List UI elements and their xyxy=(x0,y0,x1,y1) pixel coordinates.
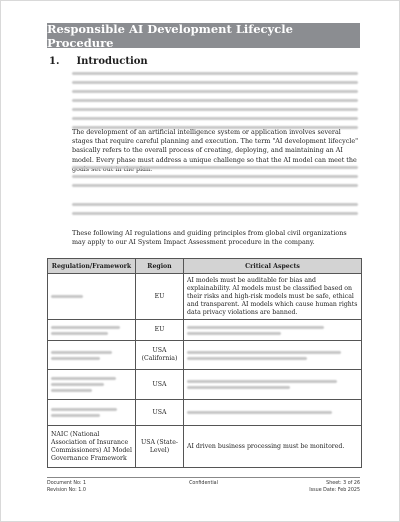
table-row xyxy=(48,426,362,468)
column-header: Regulation/Framework xyxy=(48,259,136,274)
table-row xyxy=(48,370,362,400)
framework-cell xyxy=(48,400,136,426)
region-cell: EU xyxy=(136,274,184,320)
footer-confidential: Confidential xyxy=(189,481,218,486)
column-header: Critical Aspects xyxy=(184,259,362,274)
footer-sheet: Sheet: 3 of 26 xyxy=(326,481,360,486)
blurred-paragraph xyxy=(72,166,358,193)
column-header: Region xyxy=(136,259,184,274)
footer-rev-no: Revision No: 1.0 xyxy=(47,487,86,493)
section-heading xyxy=(49,56,148,67)
region-cell: USA xyxy=(136,400,184,426)
framework-cell xyxy=(48,341,136,370)
section-number: 1. xyxy=(49,56,60,67)
table-row xyxy=(48,400,362,426)
section-title: Introduction xyxy=(76,56,148,67)
region-cell: USA (State-Level) xyxy=(136,426,184,468)
region-cell: EU xyxy=(136,320,184,341)
framework-cell xyxy=(48,320,136,341)
framework-cell xyxy=(48,370,136,400)
aspects-cell xyxy=(184,341,362,370)
blurred-paragraph xyxy=(72,72,358,135)
table-row xyxy=(48,274,362,320)
region-cell: USA xyxy=(136,370,184,400)
aspects-cell: AI driven business processing must be monitored. xyxy=(184,426,362,468)
aspects-cell xyxy=(184,320,362,341)
region-cell: USA (California) xyxy=(136,341,184,370)
regulations-paragraph: These following AI regulations and guiding principles from global civil organizations may apply to our AI System Impact Assessment procedure in the company. xyxy=(72,229,347,247)
table-row xyxy=(48,320,362,341)
framework-cell: NAIC (National Association of Insurance Commissioners) AI Model Governance Framework xyxy=(48,426,136,468)
aspects-cell xyxy=(184,400,362,426)
table-row xyxy=(48,341,362,370)
aspects-cell: AI models must be auditable for bias and explainability. AI models must be classified based on their risks and high-risk models must be safe, ethical and transparent. AI models which cause human rights data privacy violations are banned. xyxy=(184,274,362,320)
intro-paragraph: The development of an artificial intelligence system or application involves several stages that require careful planning and execution. The term "AI development lifecycle" basically refers to the overall process of creating, deploying, and maintaining an AI model. Every phase must address a unique challenge so that the AI model can meet the xyxy=(72,128,359,164)
framework-cell xyxy=(48,274,136,320)
blurred-paragraph xyxy=(72,203,358,221)
regulations-table xyxy=(47,258,362,468)
page-footer xyxy=(47,477,360,494)
table-header-row xyxy=(48,259,362,274)
document-title: Responsible AI Development Lifecycle Procedure xyxy=(47,23,360,48)
footer-issue-date: Issue Date: Feb 2025 xyxy=(309,487,360,493)
footer-doc-no: Document No: 1 xyxy=(47,481,87,486)
aspects-cell xyxy=(184,370,362,400)
